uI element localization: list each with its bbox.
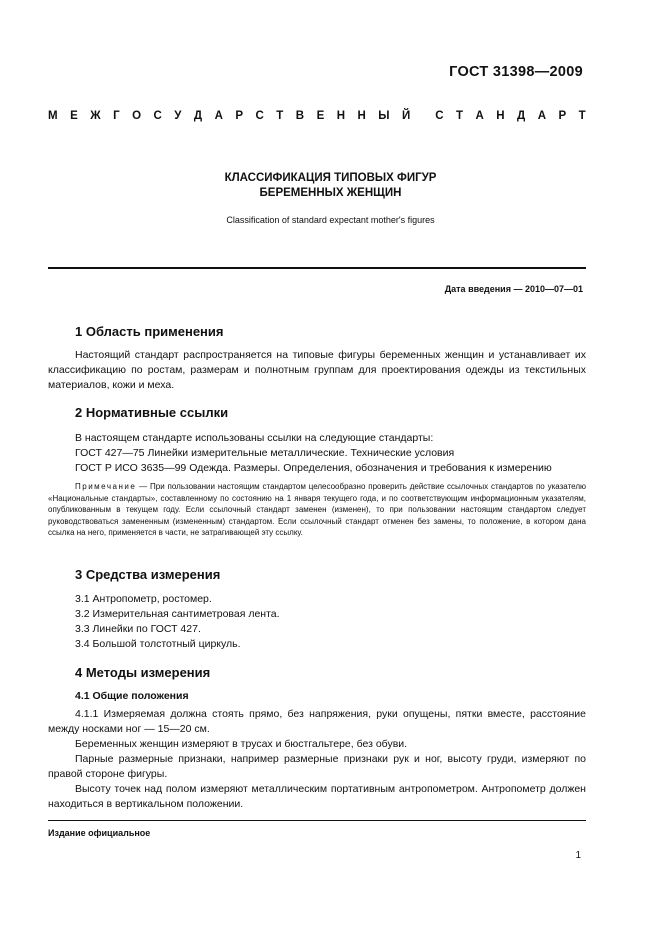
section-2-intro: В настоящем стандарте использованы ссылки на следующие стандарты: bbox=[75, 432, 434, 444]
english-title: Classification of standard expectant mother's figures bbox=[226, 215, 435, 225]
section-2-heading: 2 Нормативные ссылки bbox=[75, 405, 229, 420]
banner-letter: Ы bbox=[378, 110, 390, 122]
banner-letter: Ж bbox=[90, 110, 101, 122]
banner-letter: А bbox=[537, 110, 547, 122]
section-4-heading: 4 Методы измерения bbox=[75, 665, 211, 680]
banner-letter: Й bbox=[402, 110, 411, 122]
section-1-text: Настоящий стандарт распространяется на типовые фигуры беременных женщин и устанавливает их классификацию по ростам, размерам и полнотным группам для проектирования одежды из текстильных материалов, кожи и меха. bbox=[48, 349, 586, 391]
interstate-standard-banner bbox=[48, 110, 586, 122]
title-divider bbox=[48, 267, 586, 269]
paragraph: Беременных женщин измеряют в трусах и бюстгальтере, без обуви. bbox=[75, 738, 408, 750]
banner-letter: С bbox=[435, 110, 444, 122]
official-edition-label: Издание официальное bbox=[48, 828, 151, 838]
subsection-4-1-heading: 4.1 Общие положения bbox=[75, 690, 189, 702]
reference-item: ГОСТ Р ИСО 3635—99 Одежда. Размеры. Определения, обозначения и требования к измерению bbox=[75, 462, 552, 474]
list-item: 3.3 Линейки по ГОСТ 427. bbox=[75, 623, 201, 635]
document-title bbox=[0, 171, 661, 201]
note-label: Примечание bbox=[75, 482, 137, 491]
note-text: — При пользовании настоящим стандартом целесообразно проверить действие ссылочных стандартов по указателю «Национальные стандарты», составленному по состоянию на 1 января текущего года, и по соответствующим информационным указателям, опубликованным в текущем году. Если ссылочный стандарт заменен (изменен), то при пользовании настоящим стандартом следует руководствоваться замененным (измененным) стандартом. Если ссылочный стандарт отменен без замены, то положение, в котором дана ссылка на него, применяется в части, не затрагивающей эту ссылку. bbox=[48, 482, 586, 537]
title-line-1: КЛАССИФИКАЦИЯ ТИПОВЫХ ФИГУР bbox=[224, 172, 437, 184]
section-3-heading: 3 Средства измерения bbox=[75, 567, 221, 582]
introduction-date: Дата введения — 2010—07—01 bbox=[444, 284, 583, 294]
banner-letter: Д bbox=[517, 110, 526, 122]
reference-item: ГОСТ 427—75 Линейки измерительные металлические. Технические условия bbox=[75, 447, 455, 459]
banner-letter: Е bbox=[316, 110, 325, 122]
page-number: 1 bbox=[575, 850, 581, 861]
banner-letter: Н bbox=[496, 110, 505, 122]
footer-divider bbox=[48, 820, 586, 821]
banner-letter: У bbox=[174, 110, 182, 122]
banner-letter: Р bbox=[235, 110, 244, 122]
banner-letter: Г bbox=[113, 110, 120, 122]
banner-letter: Е bbox=[70, 110, 78, 122]
banner-letter: А bbox=[475, 110, 484, 122]
banner-letter: Т bbox=[455, 110, 464, 122]
banner-letter: Р bbox=[558, 110, 567, 122]
paragraph: Парные размерные признаки, например размерные признаки рук и ног, высоту груди, измеряют по правой стороне фигуры. bbox=[48, 753, 586, 780]
banner-letter: Н bbox=[336, 110, 346, 122]
banner-letter: М bbox=[48, 110, 58, 122]
paragraph: Высоту точек над полом измеряют металлическим портативным антропометром. Антропометр должен находиться в вертикальном положении. bbox=[48, 783, 586, 810]
paragraph: 4.1.1 Измеряемая должна стоять прямо, без напряжения, руки опущены, пятки вместе, расстояние между носками ног — 15—20 см. bbox=[48, 708, 586, 735]
document-number: ГОСТ 31398—2009 bbox=[449, 64, 583, 80]
banner-letter: Т bbox=[578, 110, 586, 122]
banner-letter: Т bbox=[276, 110, 284, 122]
banner-letter: А bbox=[214, 110, 223, 122]
title-line-2: БЕРЕМЕННЫХ ЖЕНЩИН bbox=[259, 187, 402, 199]
list-item: 3.2 Измерительная сантиметровая лента. bbox=[75, 608, 280, 620]
banner-letter: С bbox=[153, 110, 162, 122]
banner-letter: Н bbox=[357, 110, 366, 122]
list-item: 3.4 Большой толстотный циркуль. bbox=[75, 638, 241, 650]
section-1-heading: 1 Область применения bbox=[75, 324, 224, 339]
section-2-note bbox=[48, 481, 586, 539]
banner-letter: Д bbox=[193, 110, 203, 122]
banner-letter: В bbox=[295, 110, 305, 122]
list-item: 3.1 Антропометр, ростомер. bbox=[75, 593, 212, 605]
banner-letter: О bbox=[132, 110, 142, 122]
banner-letter: С bbox=[255, 110, 264, 122]
